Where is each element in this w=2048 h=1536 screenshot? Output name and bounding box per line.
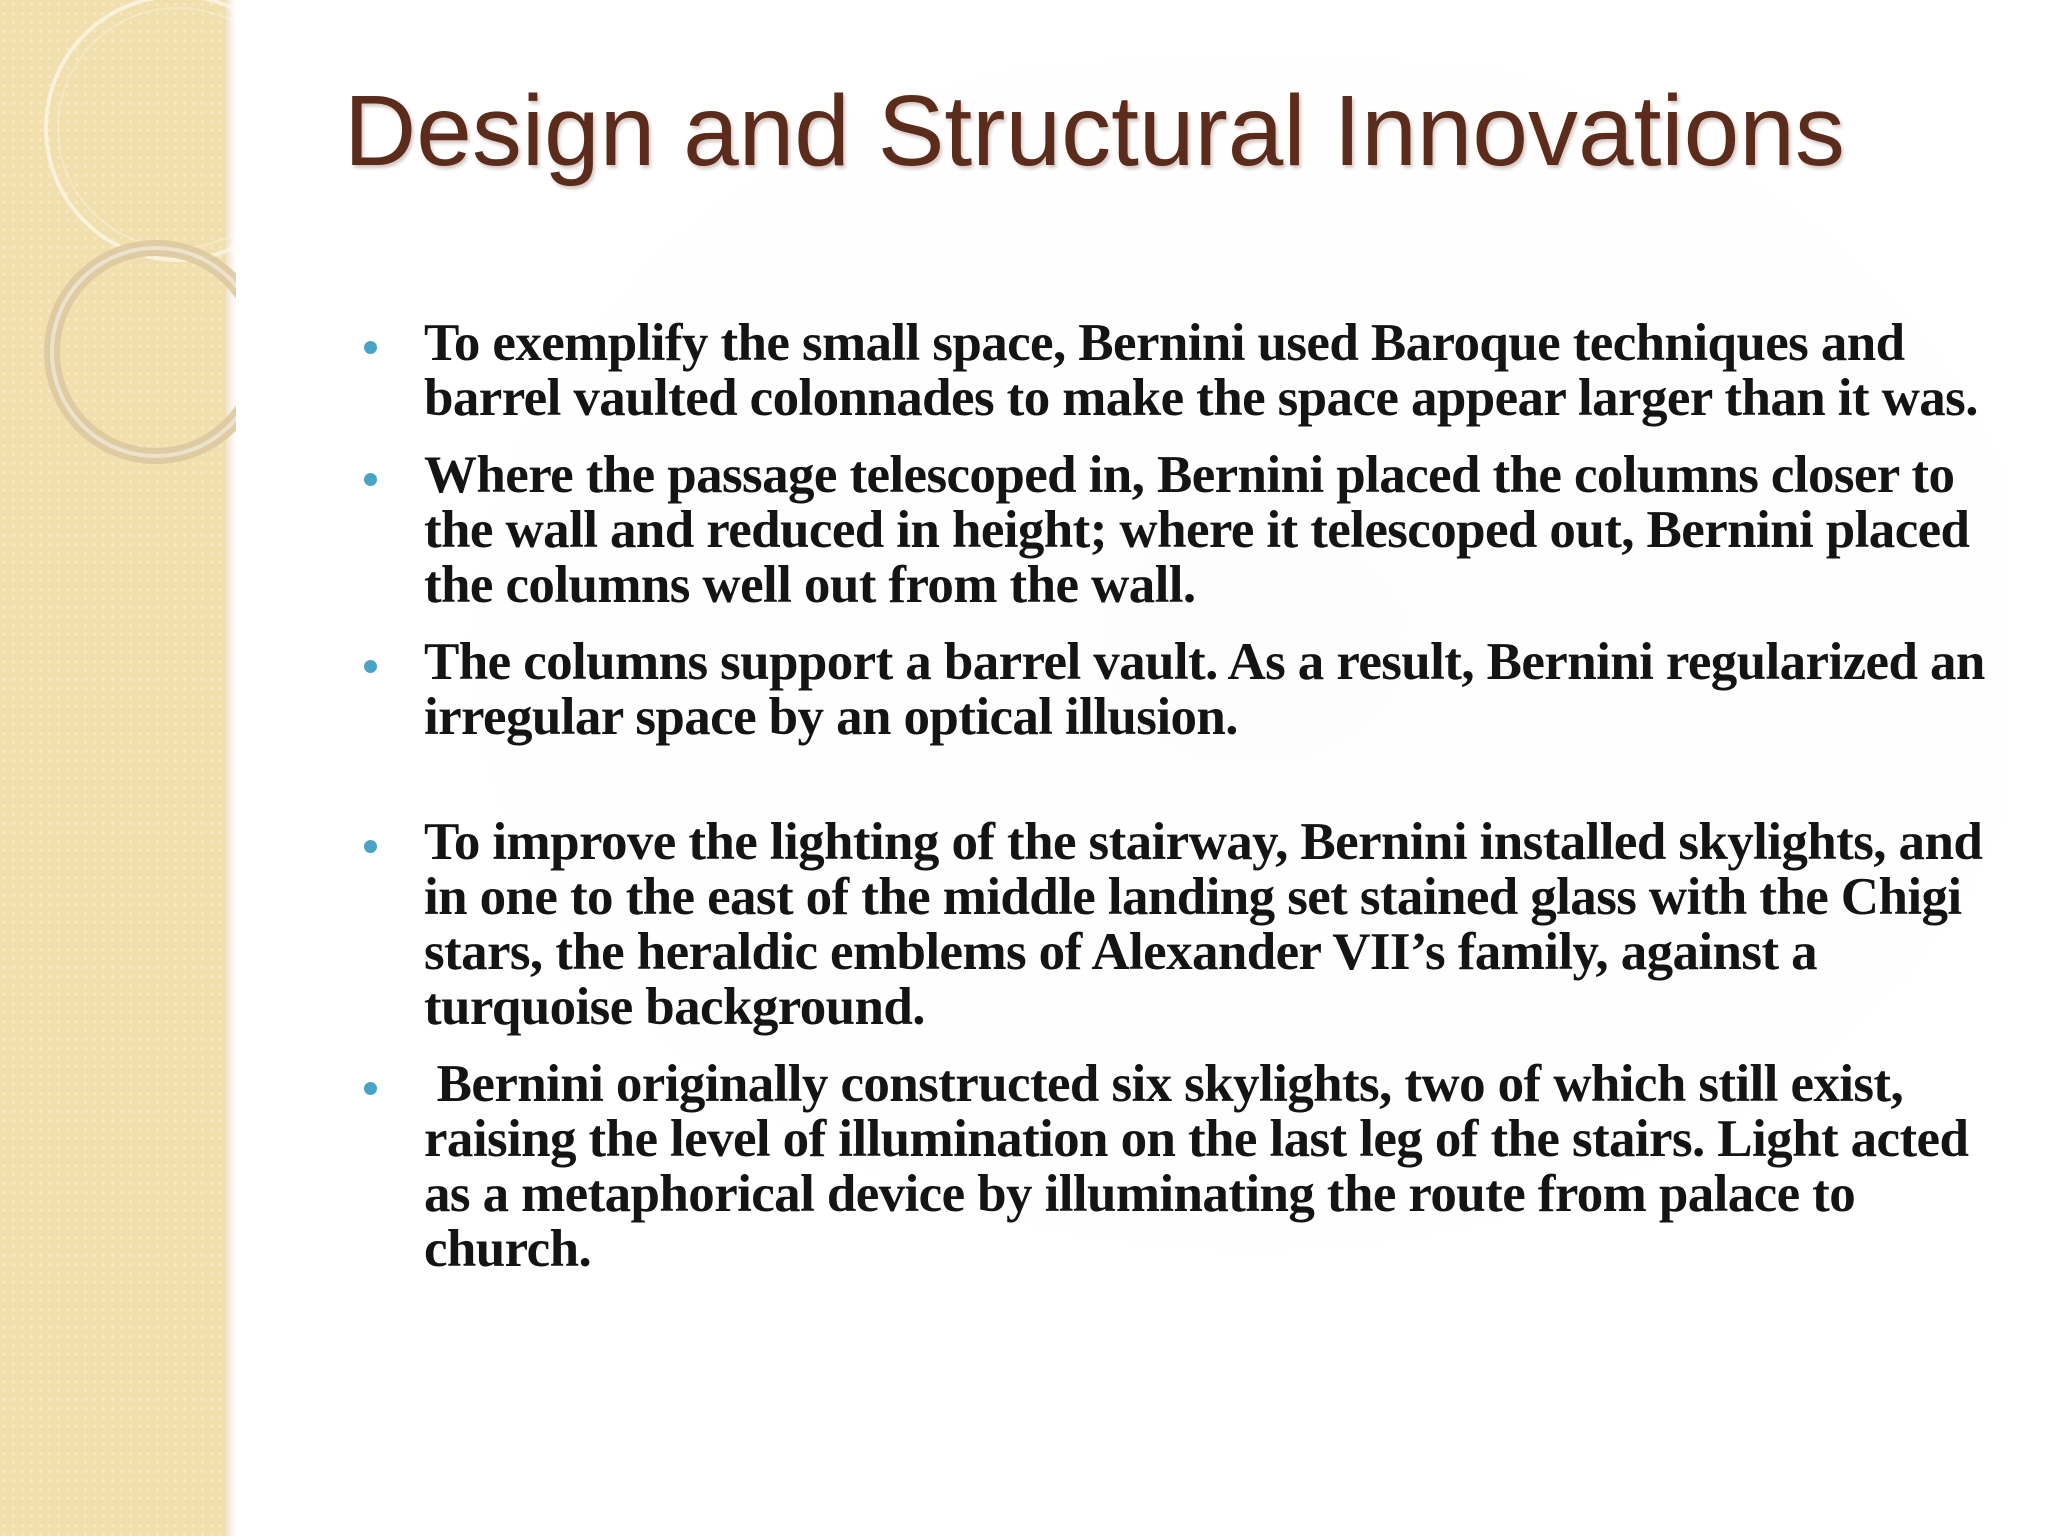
bullet-item [360,316,2000,426]
upper-ring [46,0,236,260]
bullet-text: Where the passage telescoped in, Bernini placed the columns closer to the wall and reduced in height; where it telescoped out, Bernini placed the columns well out from the wall. [424,446,1983,614]
bullet-dot-icon [364,473,377,486]
bullet-dot-icon [364,660,377,673]
bullet-dot-icon [364,840,377,853]
bullet-text: To improve the lighting of the stairway, Bernini installed skylights, and in one to the east of the middle landing set stained glass with the Chigi stars, the heraldic emblems of Alexander VII’s family, against a turquoise background. [424,813,1995,1036]
bullet-text: To exemplify the small space, Bernini used Baroque techniques and barrel vaulted colonnades to make the space appear larger than it was. [424,314,1978,427]
decorative-rings [0,0,236,520]
lower-ring-highlight [52,248,236,456]
bullet-item [360,815,2000,1035]
bullet-item [360,448,2000,613]
upper-ring-inner [58,8,236,248]
bullet-text: Bernini originally constructed six skylights, two of which still exist, raising the level of illumination on the last leg of the stairs. Light acted as a metaphorical device by illuminating the route from palace to church. [424,1055,1981,1278]
slide-title: Design and Structural Innovations [344,75,1845,187]
bullet-dot-icon [364,341,377,354]
bullet-dot-icon [364,1082,377,1095]
bullet-item [360,1057,2000,1277]
bullet-list [360,316,2000,1299]
bullet-text: The columns support a barrel vault. As a result, Bernini regularized an irregular space by an optical illusion. [424,633,1998,746]
bullet-item [360,635,2000,745]
